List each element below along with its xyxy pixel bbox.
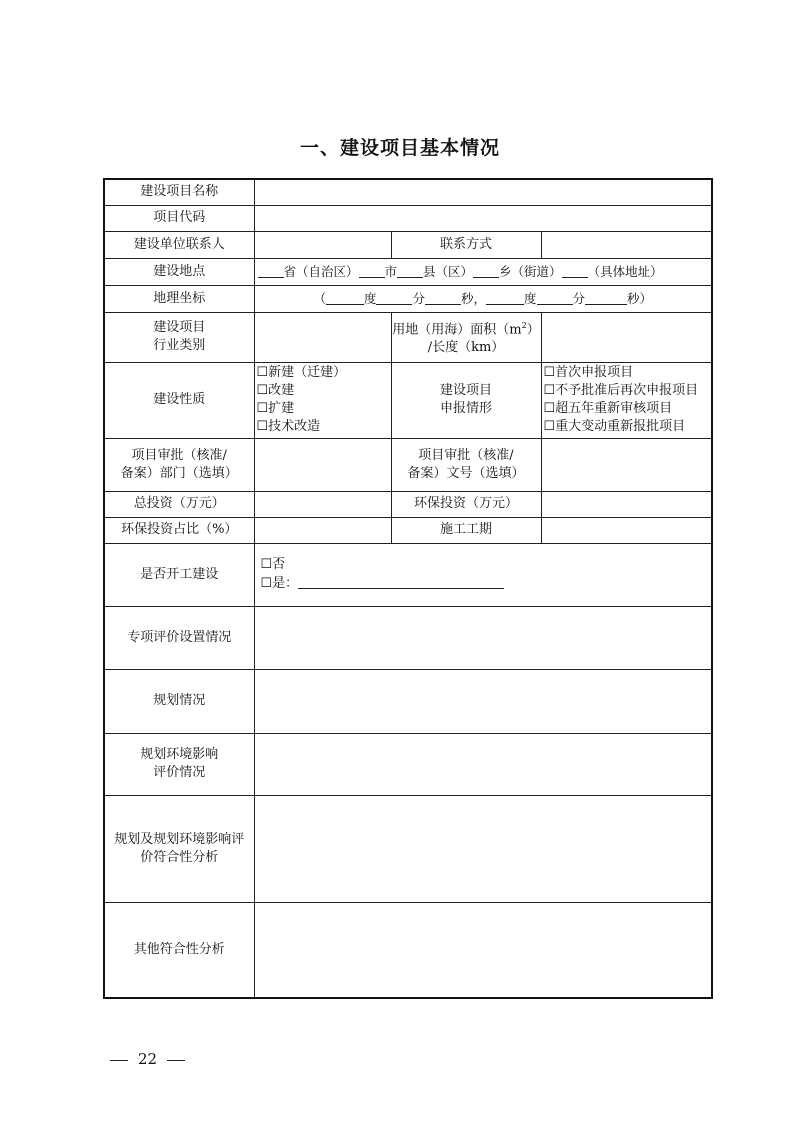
coord-open: （ <box>313 290 326 306</box>
label-total-invest: 总投资（万元） <box>104 491 254 517</box>
label-contact-method: 联系方式 <box>391 231 541 258</box>
coord-min-2: 分 <box>572 290 586 306</box>
table-row <box>104 491 712 517</box>
table-row <box>104 902 712 998</box>
input-conformity[interactable] <box>254 795 712 902</box>
coordinates-field[interactable] <box>254 285 712 312</box>
input-env-ratio[interactable] <box>254 517 391 543</box>
input-approval-dept[interactable] <box>254 438 391 491</box>
label-location: 建设地点 <box>104 258 254 285</box>
coord-deg-1: 度 <box>363 290 377 306</box>
checkbox-five-year-review[interactable]: ☐超五年重新审核项目 <box>543 401 673 416</box>
checkbox-not-started[interactable]: ☐否 <box>260 557 286 572</box>
address-town: 乡（街道） <box>499 263 562 279</box>
label-conformity: 规划及规划环境影响评 价符合性分析 <box>104 795 254 902</box>
input-planning[interactable] <box>254 669 712 733</box>
coord-sec-2: 秒） <box>627 290 653 306</box>
nature-options <box>254 362 391 438</box>
table-row <box>104 205 712 231</box>
project-info-table <box>103 178 713 999</box>
started-options <box>254 543 712 606</box>
label-contact-person: 建设单位联系人 <box>104 231 254 258</box>
table-row <box>104 258 712 285</box>
label-env-invest: 环保投资（万元） <box>391 491 541 517</box>
label-nature: 建设性质 <box>104 362 254 438</box>
page-number-text: 22 <box>138 1050 158 1068</box>
input-industry[interactable] <box>254 312 391 362</box>
input-construction-period[interactable] <box>541 517 712 543</box>
table-row <box>104 362 712 438</box>
checkbox-expand[interactable]: ☐扩建 <box>256 401 295 416</box>
label-area: 用地（用海）面积$(m^2)$ /长度（km） <box>391 312 541 362</box>
table-row <box>104 669 712 733</box>
label-planning: 规划情况 <box>104 669 254 733</box>
label-industry: 建设项目 行业类别 <box>104 312 254 362</box>
label-approval-dept: 项目审批（核准/ 备案）部门（选填） <box>104 438 254 491</box>
address-province: 省（自治区） <box>283 263 359 279</box>
dash-left <box>110 1060 128 1061</box>
table-row <box>104 179 712 205</box>
started-detail-line[interactable] <box>298 574 504 589</box>
label-planning-env: 规划环境影响 评价情况 <box>104 733 254 795</box>
input-env-invest[interactable] <box>541 491 712 517</box>
label-coordinates: 地理坐标 <box>104 285 254 312</box>
page-title: 一、建设项目基本情况 <box>299 137 500 159</box>
checkbox-tech-upgrade[interactable]: ☐技术改造 <box>256 419 321 434</box>
table-row <box>104 285 712 312</box>
label-declare: 建设项目 申报情形 <box>391 362 541 438</box>
label-project-code: 项目代码 <box>104 205 254 231</box>
input-planning-env[interactable] <box>254 733 712 795</box>
checkbox-new-build[interactable]: ☐新建（迁建） <box>256 365 347 380</box>
input-area[interactable] <box>541 312 712 362</box>
label-env-ratio: 环保投资占比（%） <box>104 517 254 543</box>
checkbox-major-change[interactable]: ☐重大变动重新报批项目 <box>543 419 686 434</box>
dash-right <box>167 1060 185 1061</box>
input-contact-method[interactable] <box>541 231 712 258</box>
label-project-name: 建设项目名称 <box>104 179 254 205</box>
label-other-conformity: 其他符合性分析 <box>104 902 254 998</box>
input-approval-no[interactable] <box>541 438 712 491</box>
table-row <box>104 231 712 258</box>
page-number <box>100 1050 195 1068</box>
table-row <box>104 312 712 362</box>
table-row <box>104 795 712 902</box>
label-special-eval: 专项评价设置情况 <box>104 606 254 669</box>
coord-deg-2: 度 <box>524 290 537 306</box>
label-construction-period: 施工工期 <box>391 517 541 543</box>
table-row <box>104 543 712 606</box>
table-row <box>104 517 712 543</box>
label-started: 是否开工建设 <box>104 543 254 606</box>
table-row <box>104 606 712 669</box>
input-contact-person[interactable] <box>254 231 391 258</box>
input-project-name[interactable] <box>254 179 712 205</box>
checkbox-rebuild[interactable]: ☐改建 <box>256 383 295 398</box>
address-detail: （具体地址） <box>587 263 663 279</box>
checkbox-started[interactable]: ☐是： <box>260 576 299 591</box>
input-project-code[interactable] <box>254 205 712 231</box>
address-city: 市 <box>384 263 398 279</box>
checkbox-redeclare[interactable]: ☐不予批准后再次申报项目 <box>543 383 699 398</box>
label-approval-no: 项目审批（核准/ 备案）文号（选填） <box>391 438 541 491</box>
address-field[interactable] <box>254 258 712 285</box>
coord-sec-1: 秒， <box>460 290 486 306</box>
declare-options <box>541 362 712 438</box>
input-special-eval[interactable] <box>254 606 712 669</box>
table-row <box>104 438 712 491</box>
input-other-conformity[interactable] <box>254 902 712 998</box>
coord-min-1: 分 <box>412 290 425 306</box>
checkbox-first-declare[interactable]: ☐首次申报项目 <box>543 365 634 380</box>
input-total-invest[interactable] <box>254 491 391 517</box>
table-row <box>104 733 712 795</box>
address-county: 县（区） <box>423 263 474 279</box>
